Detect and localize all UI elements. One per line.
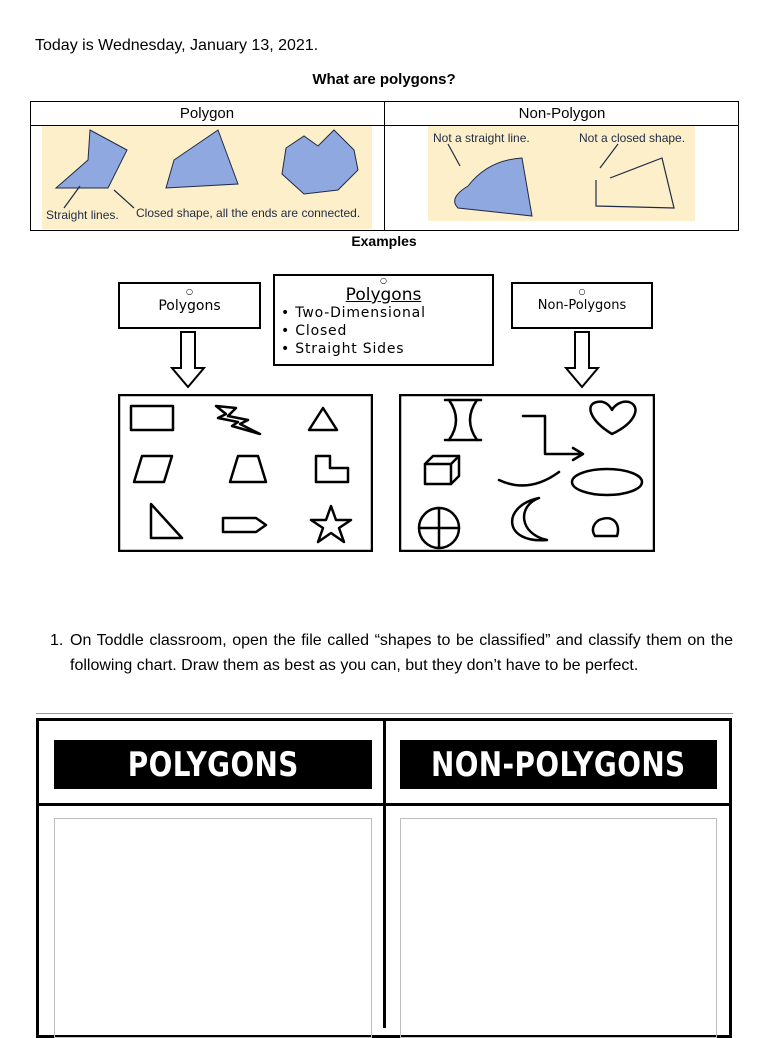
instruction-item [50,628,733,678]
circle-cross-icon [419,508,459,548]
non-polygons-drawing-area[interactable] [400,818,717,1038]
irregular-polygon-icon [56,130,127,188]
non-polygon-column-header: Non-Polygon [518,105,606,122]
non-polygons-banner [400,740,717,789]
polygon-column-header: Polygon [179,105,235,122]
open-shape-icon [596,158,674,208]
jagged-polygon-icon [282,130,358,194]
definition-point-2: • Closed [281,323,348,339]
non-polygon-examples-panel [428,126,695,221]
examples-heading: Examples [351,233,417,249]
non-polygons-label: Non-Polygons [537,298,627,313]
chart-header-divider [36,803,732,806]
date-line: Today is Wednesday, January 13, 2021. [35,37,319,54]
not-closed-caption: Not a closed shape. [579,131,686,145]
non-polygons-banner-label: NON-POLYGONS [431,744,686,785]
curved-shape-icon [455,158,532,216]
down-arrow-icon [168,330,208,390]
pointer-arrow [64,186,80,208]
page-title: What are polygons? [312,71,456,88]
pointer-arrow [114,190,134,208]
closed-shape-caption: Closed shape, all the ends are connected. [136,206,361,220]
pointer-arrow [600,144,618,168]
definition-title: Polygons [345,285,422,305]
chart-top-rule [36,713,733,714]
instruction-text: On Toddle classroom, open the file called “shapes to be classified” and classify them on the following chart. Draw them as best as you can, but they don’t have to be perfect. [70,632,733,674]
polygons-drawing-area[interactable] [54,818,372,1038]
polygons-label-box [118,282,261,329]
polygon-examples-panel [42,126,372,229]
instruction-number: 1. [50,632,64,649]
chart-column-divider [383,718,386,1028]
hole-icon: ○ [186,287,193,296]
non-polygon-examples-box [399,394,655,552]
pointer-arrow [448,144,460,166]
polygons-label: Polygons [158,298,221,314]
hole-icon: ○ [380,276,387,285]
quadrilateral-icon [166,130,238,188]
polygon-examples-box [118,394,373,552]
hole-icon: ○ [578,287,586,296]
down-arrow-icon [562,330,602,390]
definition-box [273,274,494,366]
not-straight-caption: Not a straight line. [433,131,530,145]
polygons-banner [54,740,372,789]
straight-lines-caption: Straight lines. [46,208,119,222]
non-polygons-label-box [511,282,653,329]
definition-point-3: • Straight Sides [281,341,405,357]
polygons-banner-label: POLYGONS [127,744,299,785]
definition-point-1: • Two-Dimensional [281,305,426,321]
